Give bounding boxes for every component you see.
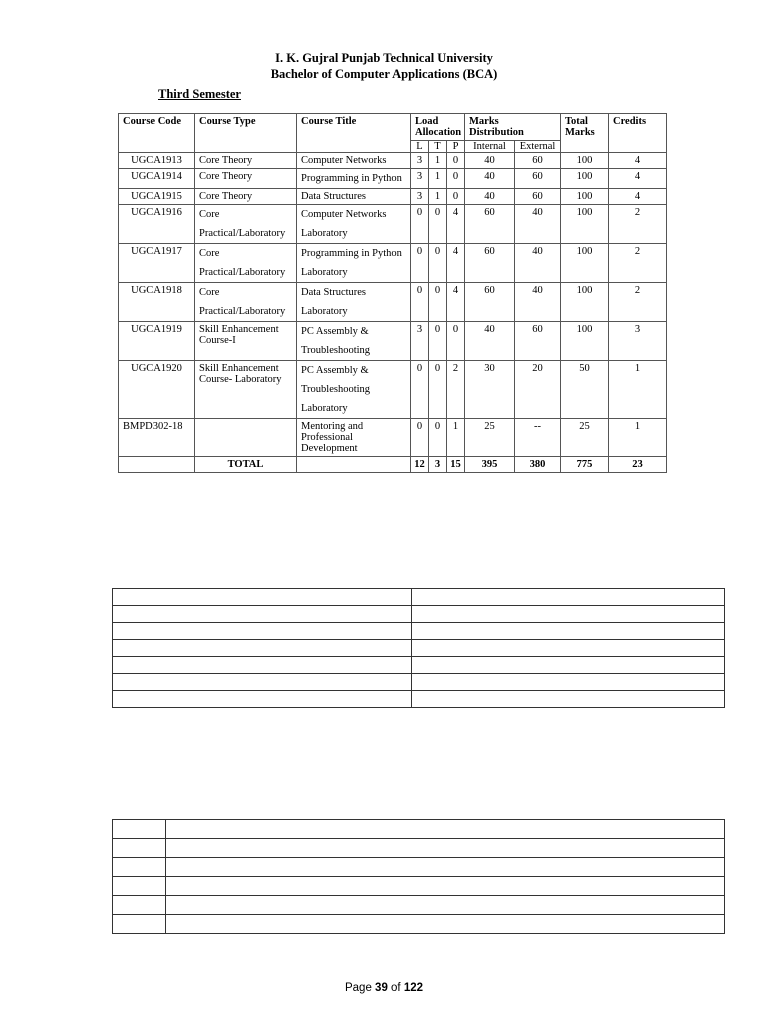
load-t: 1 xyxy=(429,153,447,169)
empty-row xyxy=(113,839,725,858)
course-type xyxy=(195,419,297,457)
empty-table-two-column xyxy=(112,588,725,708)
course-title: PC Assembly & Troubleshooting xyxy=(297,322,411,361)
course-title: Computer Networks xyxy=(297,153,411,169)
course-code: UGCA1920 xyxy=(119,361,195,419)
marks-internal: 60 xyxy=(465,244,515,283)
load-t: 0 xyxy=(429,322,447,361)
empty-row xyxy=(113,691,725,708)
total-marks: 100 xyxy=(561,189,609,205)
empty-row xyxy=(113,623,725,640)
empty-row xyxy=(113,674,725,691)
course-type: Core Theory xyxy=(195,189,297,205)
marks-internal: 40 xyxy=(465,153,515,169)
empty-row xyxy=(113,640,725,657)
credits: 2 xyxy=(609,283,667,322)
credits: 4 xyxy=(609,153,667,169)
table-row xyxy=(119,322,667,361)
load-l: 0 xyxy=(411,283,429,322)
load-t: 0 xyxy=(429,419,447,457)
load-l: 3 xyxy=(411,153,429,169)
credits: 4 xyxy=(609,169,667,189)
course-title: Data Structures xyxy=(297,189,411,205)
marks-external: 60 xyxy=(515,322,561,361)
course-code: UGCA1917 xyxy=(119,244,195,283)
empty-cell xyxy=(166,896,725,915)
course-code: UGCA1914 xyxy=(119,169,195,189)
empty-cell xyxy=(113,915,166,934)
credits: 4 xyxy=(609,189,667,205)
empty-row xyxy=(113,589,725,606)
credits: 2 xyxy=(609,244,667,283)
footer-of: of xyxy=(387,982,404,994)
load-t: 0 xyxy=(429,205,447,244)
table-row xyxy=(119,283,667,322)
total-external: 380 xyxy=(515,457,561,473)
header-p: P xyxy=(447,141,465,153)
load-l: 3 xyxy=(411,169,429,189)
empty-row xyxy=(113,606,725,623)
total-credits: 23 xyxy=(609,457,667,473)
load-p: 4 xyxy=(447,283,465,322)
course-title: Programming in Python xyxy=(297,169,411,189)
empty-cell xyxy=(166,820,725,839)
marks-internal: 25 xyxy=(465,419,515,457)
page-footer xyxy=(0,982,768,994)
load-t: 0 xyxy=(429,283,447,322)
marks-internal: 60 xyxy=(465,205,515,244)
table-row xyxy=(119,153,667,169)
course-type: Core Theory xyxy=(195,153,297,169)
course-type: Skill Enhancement Course- Laboratory xyxy=(195,361,297,419)
total-marks: 100 xyxy=(561,244,609,283)
header-t: T xyxy=(429,141,447,153)
load-l: 0 xyxy=(411,244,429,283)
course-title: Computer Networks Laboratory xyxy=(297,205,411,244)
marks-external: 40 xyxy=(515,205,561,244)
course-code: BMPD302-18 xyxy=(119,419,195,457)
total-marks: 100 xyxy=(561,322,609,361)
table-row xyxy=(119,169,667,189)
empty-cell xyxy=(113,657,412,674)
course-title: Mentoring and Professional Development xyxy=(297,419,411,457)
total-marks: 100 xyxy=(561,205,609,244)
load-t: 1 xyxy=(429,169,447,189)
credits: 1 xyxy=(609,361,667,419)
course-title: PC Assembly & Troubleshooting Laboratory xyxy=(297,361,411,419)
load-p: 0 xyxy=(447,189,465,205)
empty-cell xyxy=(113,839,166,858)
empty-cell xyxy=(412,674,725,691)
total-marks: 50 xyxy=(561,361,609,419)
empty-cell xyxy=(113,640,412,657)
empty-row xyxy=(113,657,725,674)
empty-cell xyxy=(166,877,725,896)
load-p: 4 xyxy=(447,205,465,244)
table-row xyxy=(119,361,667,419)
marks-external: 20 xyxy=(515,361,561,419)
table-row xyxy=(119,244,667,283)
load-p: 2 xyxy=(447,361,465,419)
empty-cell xyxy=(412,589,725,606)
semester-title: Third Semester xyxy=(158,87,241,101)
page-total: 122 xyxy=(403,982,424,994)
program-name: Bachelor of Computer Applications (BCA) xyxy=(270,67,498,81)
total-row xyxy=(119,457,667,473)
empty-row xyxy=(113,877,725,896)
load-l: 0 xyxy=(411,419,429,457)
table-row xyxy=(119,189,667,205)
marks-external: -- xyxy=(515,419,561,457)
table-row xyxy=(119,419,667,457)
load-t: 0 xyxy=(429,244,447,283)
empty-cell xyxy=(412,691,725,708)
credits: 3 xyxy=(609,322,667,361)
empty-cell xyxy=(113,623,412,640)
empty-cell xyxy=(412,606,725,623)
course-code: UGCA1919 xyxy=(119,322,195,361)
total-l: 12 xyxy=(411,457,429,473)
total-marks: 100 xyxy=(561,283,609,322)
total-empty-title xyxy=(297,457,411,473)
total-p: 15 xyxy=(447,457,465,473)
table-row xyxy=(119,205,667,244)
header-l: L xyxy=(411,141,429,153)
marks-external: 40 xyxy=(515,283,561,322)
course-type: Core Practical/Laboratory xyxy=(195,244,297,283)
marks-internal: 40 xyxy=(465,322,515,361)
empty-row xyxy=(113,820,725,839)
header-total-marks: Total Marks xyxy=(561,114,609,153)
marks-internal: 40 xyxy=(465,189,515,205)
marks-external: 60 xyxy=(515,169,561,189)
total-empty-code xyxy=(119,457,195,473)
course-type: Skill Enhancement Course-I xyxy=(195,322,297,361)
load-p: 4 xyxy=(447,244,465,283)
marks-internal: 60 xyxy=(465,283,515,322)
empty-cell xyxy=(113,877,166,896)
empty-cell xyxy=(166,915,725,934)
total-label: TOTAL xyxy=(195,457,297,473)
empty-cell xyxy=(166,839,725,858)
course-type: Core Theory xyxy=(195,169,297,189)
header-load-allocation: Load Allocation xyxy=(411,114,465,141)
marks-external: 40 xyxy=(515,244,561,283)
empty-cell xyxy=(113,606,412,623)
course-code: UGCA1913 xyxy=(119,153,195,169)
empty-cell xyxy=(166,858,725,877)
empty-cell xyxy=(113,691,412,708)
empty-row xyxy=(113,896,725,915)
page-number: 39 xyxy=(375,982,388,994)
total-marks-sum: 775 xyxy=(561,457,609,473)
total-marks: 100 xyxy=(561,153,609,169)
university-name: I. K. Gujral Punjab Technical University xyxy=(275,51,493,65)
marks-external: 60 xyxy=(515,153,561,169)
course-table xyxy=(118,113,667,473)
header-course-title: Course Title xyxy=(297,114,411,153)
load-p: 1 xyxy=(447,419,465,457)
empty-cell xyxy=(113,896,166,915)
total-marks: 25 xyxy=(561,419,609,457)
total-internal: 395 xyxy=(465,457,515,473)
course-code: UGCA1915 xyxy=(119,189,195,205)
empty-cell xyxy=(113,674,412,691)
load-l: 0 xyxy=(411,361,429,419)
total-marks: 100 xyxy=(561,169,609,189)
load-t: 0 xyxy=(429,361,447,419)
load-l: 3 xyxy=(411,189,429,205)
empty-cell xyxy=(113,589,412,606)
marks-external: 60 xyxy=(515,189,561,205)
course-type: Core Practical/Laboratory xyxy=(195,283,297,322)
header-course-code: Course Code xyxy=(119,114,195,153)
load-t: 1 xyxy=(429,189,447,205)
empty-row xyxy=(113,915,725,934)
header-credits: Credits xyxy=(609,114,667,153)
load-p: 0 xyxy=(447,153,465,169)
load-p: 0 xyxy=(447,169,465,189)
header-external: External xyxy=(515,141,561,153)
load-l: 3 xyxy=(411,322,429,361)
header-marks-distribution: Marks Distribution xyxy=(465,114,561,141)
course-title: Data Structures Laboratory xyxy=(297,283,411,322)
empty-cell xyxy=(113,820,166,839)
course-title: Programming in Python Laboratory xyxy=(297,244,411,283)
marks-internal: 40 xyxy=(465,169,515,189)
empty-cell xyxy=(412,640,725,657)
course-code: UGCA1918 xyxy=(119,283,195,322)
empty-cell xyxy=(113,858,166,877)
credits: 2 xyxy=(609,205,667,244)
course-code: UGCA1916 xyxy=(119,205,195,244)
empty-table-narrow-wide xyxy=(112,819,725,934)
empty-row xyxy=(113,858,725,877)
empty-cell xyxy=(412,657,725,674)
marks-internal: 30 xyxy=(465,361,515,419)
empty-cell xyxy=(412,623,725,640)
load-p: 0 xyxy=(447,322,465,361)
footer-prefix: Page xyxy=(344,982,376,994)
header-internal: Internal xyxy=(465,141,515,153)
header-course-type: Course Type xyxy=(195,114,297,153)
credits: 1 xyxy=(609,419,667,457)
course-type: Core Practical/Laboratory xyxy=(195,205,297,244)
load-l: 0 xyxy=(411,205,429,244)
total-t: 3 xyxy=(429,457,447,473)
